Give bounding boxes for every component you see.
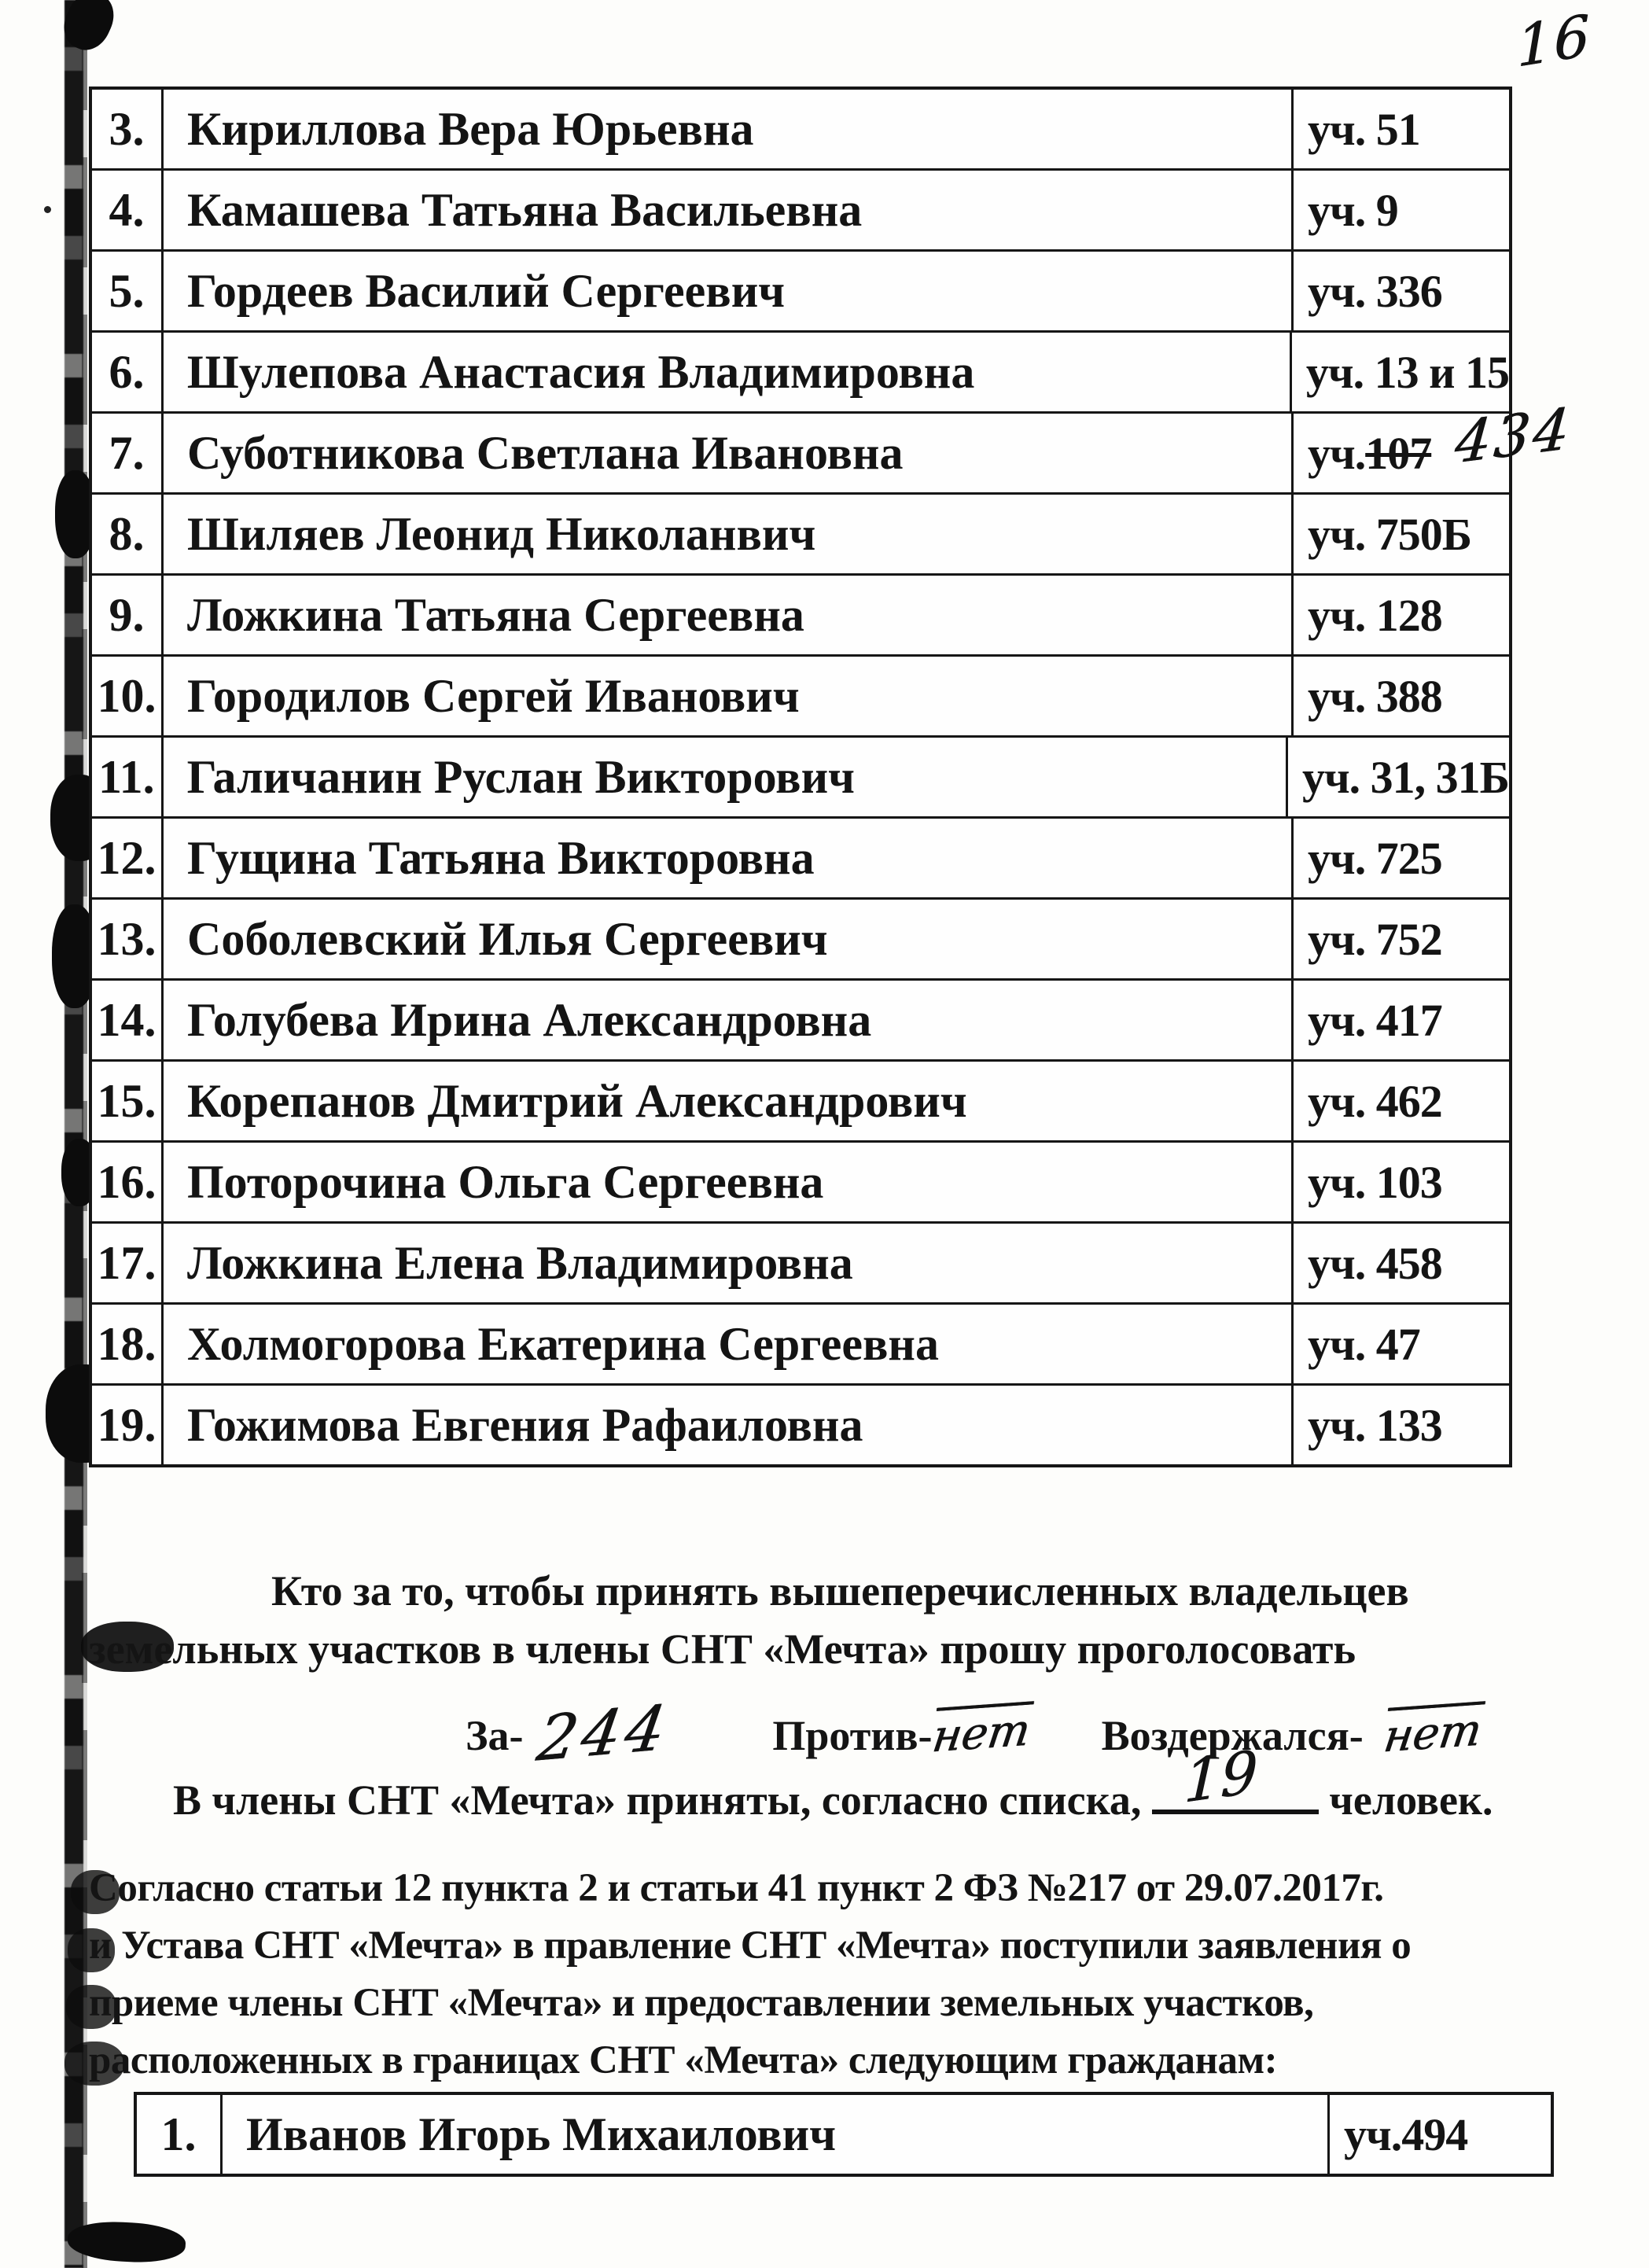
member-name-cell: Корепанов Дмитрий Александрович — [161, 1062, 1291, 1140]
row-number-cell: 15. — [97, 1074, 156, 1127]
plot-number: уч. 458 — [1308, 1237, 1442, 1289]
handwritten-vote-against: нет — [929, 1704, 1033, 1763]
member-name-cell: Кириллова Вера Юрьевна — [161, 90, 1291, 168]
vote-results-line — [466, 1692, 1485, 1776]
handwritten-plot-correction: 434 — [1452, 395, 1575, 477]
handwritten-accepted-count: 19 — [1182, 1737, 1259, 1817]
plot-number: уч. 47 — [1308, 1318, 1420, 1370]
row-number-cell: 11. — [98, 750, 155, 803]
row-number-cell: 1. — [160, 2108, 197, 2160]
vote-question-line2: земельных участков в члены СНТ «Мечта» прошу проголосовать — [89, 1626, 1356, 1673]
plot-cell — [1291, 1143, 1509, 1221]
table-row — [92, 1059, 1509, 1140]
plot-cell — [1291, 1305, 1509, 1383]
plot-number: уч. 51 — [1308, 103, 1420, 155]
member-name-cell: Камашева Татьяна Васильевна — [161, 171, 1291, 249]
row-number-cell: 5. — [109, 264, 145, 317]
plot-number: уч. 128 — [1308, 589, 1442, 641]
vote-abstain-label: Воздержался- — [1101, 1712, 1364, 1759]
table-row — [92, 1302, 1509, 1383]
table-row — [92, 735, 1509, 816]
member-name-cell: Иванов Игорь Михаилович — [220, 2095, 1327, 2174]
member-name-cell: Ложкина Татьяна Сергеевна — [161, 576, 1291, 654]
table-row — [92, 573, 1509, 654]
handwritten-vote-for-count: 244 — [532, 1692, 675, 1776]
members-table — [89, 87, 1575, 1467]
table-row — [92, 897, 1509, 978]
member-name-cell: Гордеев Василий Сергеевич — [161, 252, 1291, 330]
plot-cell — [1291, 1224, 1509, 1302]
member-name-cell: Суботникова Светлана Ивановна — [161, 414, 1291, 492]
fill-in-blank-line — [1152, 1737, 1319, 1817]
plot-cell — [1291, 252, 1509, 330]
statute-line2: и Устава СНТ «Мечта» в правление СНТ «Мечта» поступили заявления о — [89, 1924, 1412, 1968]
row-number-cell: 9. — [109, 588, 145, 641]
plot-number: уч. 725 — [1308, 832, 1442, 884]
row-number-cell: 8. — [109, 507, 145, 560]
plot-number: уч. 388 — [1308, 670, 1442, 722]
row-number-cell: 16. — [97, 1155, 156, 1208]
table-row — [92, 90, 1509, 168]
plot-cell — [1291, 900, 1509, 978]
statute-line4: расположенных в границах СНТ «Мечта» следующим гражданам: — [89, 2038, 1278, 2082]
plot-number: уч. 31, 31Б — [1301, 751, 1509, 803]
row-number-cell: 10. — [97, 669, 156, 722]
row-number-cell: 19. — [97, 1398, 156, 1451]
table-row — [92, 816, 1509, 897]
table-row — [92, 395, 1575, 492]
table-row — [92, 168, 1509, 249]
handwritten-vote-abstain: нет — [1380, 1704, 1485, 1763]
plot-cell — [1291, 395, 1575, 492]
plot-cell — [1291, 1062, 1509, 1140]
scan-speck — [44, 206, 51, 213]
member-name-cell: Галичанин Руслан Викторович — [161, 738, 1286, 816]
plot-cell — [1291, 576, 1509, 654]
member-name-cell: Гущина Татьяна Викторовна — [161, 819, 1291, 897]
table-row — [92, 654, 1509, 735]
row-number-cell: 17. — [97, 1236, 156, 1289]
plot-number: уч. 752 — [1308, 913, 1442, 965]
row-number-cell: 7. — [109, 426, 145, 479]
plot-cell — [1291, 657, 1509, 735]
plot-cell — [1291, 819, 1509, 897]
plot-number: уч. 9 — [1308, 184, 1398, 236]
plot-number: уч. 13 и 15 — [1305, 346, 1509, 398]
table-row — [92, 330, 1509, 411]
plot-number: уч. 336 — [1308, 265, 1442, 317]
member-name-cell: Поторочина Ольга Сергеевна — [161, 1143, 1291, 1221]
table-row — [92, 978, 1509, 1059]
row-number-cell: 14. — [97, 993, 156, 1046]
plot-number: уч. 103 — [1308, 1156, 1442, 1208]
table-row — [92, 492, 1509, 573]
table-row — [92, 249, 1509, 330]
plot-number: уч. 462 — [1308, 1075, 1442, 1127]
plot-cell — [1327, 2095, 1551, 2174]
member-name-cell: Ложкина Елена Владимировна — [161, 1224, 1291, 1302]
scan-edge-band — [64, 0, 83, 2268]
plot-number: уч. 417 — [1308, 994, 1442, 1046]
accepted-text-after: человек. — [1329, 1776, 1493, 1824]
accepted-summary-line — [173, 1737, 1493, 1824]
accepted-text-before: В члены СНТ «Мечта» приняты, согласно списка, — [173, 1776, 1142, 1824]
row-number-cell: 6. — [109, 345, 145, 398]
row-number-cell: 13. — [97, 912, 156, 965]
member-name-cell: Городилов Сергей Иванович — [161, 657, 1291, 735]
row-number-cell: 18. — [97, 1317, 156, 1370]
plot-number: уч.494 — [1344, 2108, 1468, 2160]
plot-number: уч. 133 — [1308, 1399, 1442, 1451]
member-name-cell: Соболевский Илья Сергеевич — [161, 900, 1291, 978]
member-name-cell: Голубева Ирина Александровна — [161, 981, 1291, 1059]
row-number-cell: 12. — [97, 831, 156, 884]
plot-cell — [1291, 171, 1509, 249]
member-name-cell: Шулепова Анастасия Владимировна — [161, 333, 1290, 411]
vote-for-label: За- — [466, 1712, 524, 1759]
new-members-table — [134, 2092, 1554, 2177]
plot-cell — [1291, 495, 1509, 573]
plot-cell — [1290, 333, 1509, 411]
row-number-cell: 3. — [109, 102, 145, 155]
table-row — [92, 1221, 1509, 1302]
member-name-cell: Гожимова Евгения Рафаиловна — [161, 1386, 1291, 1464]
vote-question-line1: Кто за то, чтобы принять вышеперечисленных владельцев — [271, 1567, 1409, 1614]
table-row — [92, 1383, 1509, 1464]
plot-number: уч. 750Б — [1308, 508, 1472, 560]
handwritten-page-number: 16 — [1515, 2, 1592, 80]
plot-cell — [1286, 738, 1509, 816]
statute-line3: приеме члены СНТ «Мечта» и предоставлении земельных участков, — [89, 1981, 1314, 2025]
vote-against-label: Против- — [772, 1712, 933, 1759]
statute-line1: Согласно статьи 12 пункта 2 и статьи 41 пункт 2 ФЗ №217 от 29.07.2017г. — [89, 1866, 1384, 1910]
struck-plot-number: 107 — [1365, 427, 1432, 479]
table-row — [137, 2095, 1551, 2174]
plot-number: уч. — [1308, 427, 1366, 479]
member-name-cell: Холмогорова Екатерина Сергеевна — [161, 1305, 1291, 1383]
table-row — [92, 1140, 1509, 1221]
row-number-cell: 4. — [109, 183, 145, 236]
member-name-cell: Шиляев Леонид Николанвич — [161, 495, 1291, 573]
plot-cell — [1291, 981, 1509, 1059]
plot-cell — [1291, 1386, 1509, 1464]
plot-cell — [1291, 90, 1509, 168]
